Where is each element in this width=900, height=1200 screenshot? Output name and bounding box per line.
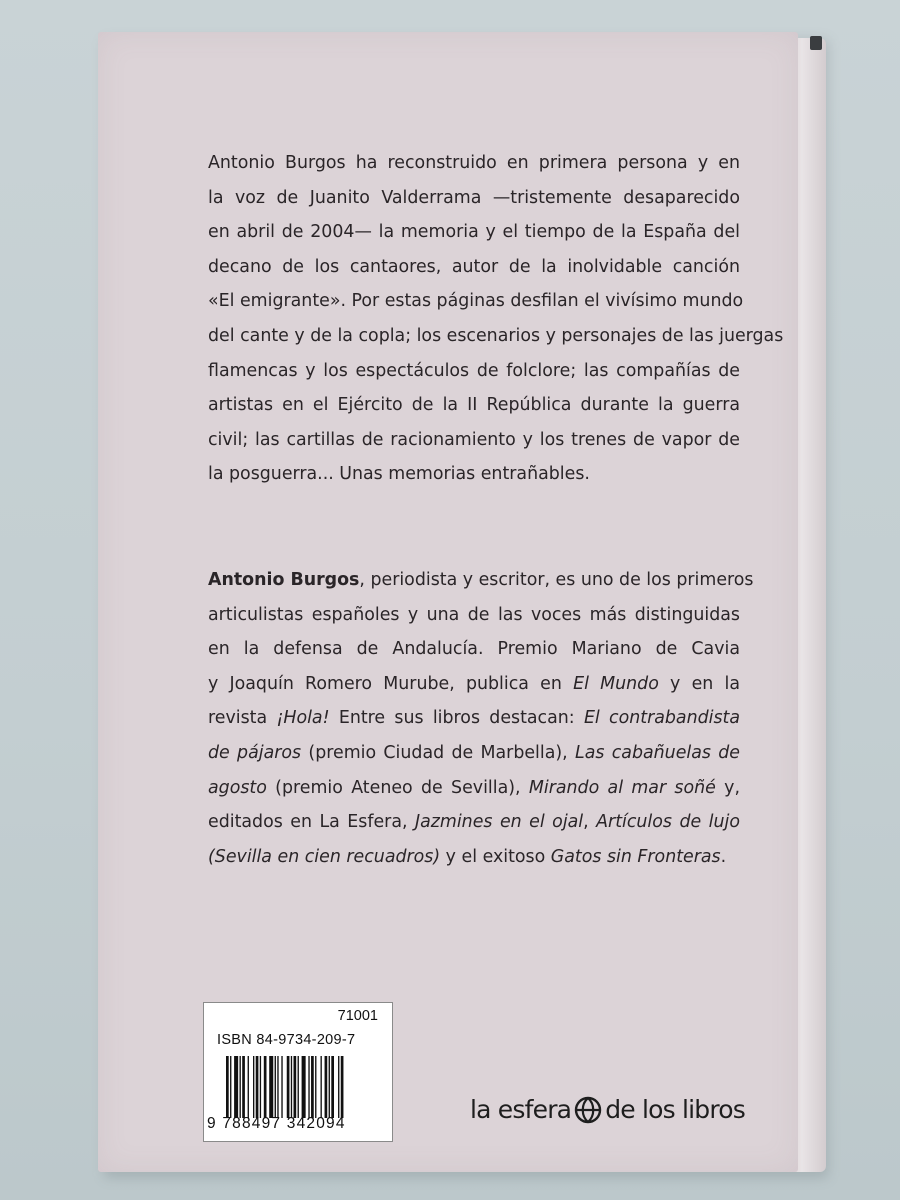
synopsis-line: del cante y de la copla; los escenarios y personajes de las juergas — [208, 325, 784, 346]
bio-line — [208, 805, 740, 840]
bio-text: revista — [208, 708, 277, 729]
author-bio-paragraph — [208, 563, 754, 874]
bio-line — [208, 701, 740, 736]
synopsis-line: la posguerra... Unas memorias entrañables. — [208, 464, 590, 485]
work-title: de pájaros — [208, 742, 302, 763]
synopsis-line: flamencas y los espectáculos de folclore; las compañías de — [208, 360, 740, 381]
barcode-bars — [226, 1056, 386, 1118]
synopsis-line: en abril de 2004— la memoria y el tiempo de la España del — [208, 222, 740, 243]
binding-corner — [810, 36, 822, 50]
bio-text: , periodista y escritor, es uno de los primeros — [359, 570, 754, 590]
bio-text: y en la — [658, 673, 740, 694]
bio-text: editados en La Esfera, — [208, 812, 415, 833]
work-title: ¡Hola! — [276, 708, 330, 729]
synopsis-line: artistas en el Ejército de la II República durante la guerra — [208, 395, 740, 416]
work-title: Gatos sin Fronteras — [550, 846, 721, 867]
bio-text: y, — [715, 777, 740, 798]
publisher-logo — [470, 1095, 745, 1124]
bio-line — [208, 840, 740, 875]
work-title: Jazmines en el ojal — [415, 812, 584, 833]
price-code: 71001 — [337, 1008, 378, 1024]
barcode-digits: 9 788497 342094 — [207, 1115, 346, 1132]
bio-line — [208, 736, 740, 771]
bio-text: Entre sus libros destacan: — [329, 708, 584, 729]
bio-text: , — [583, 812, 597, 833]
bio-text: (premio Ciudad de Marbella), — [301, 742, 576, 763]
synopsis-line: civil; las cartillas de racionamiento y los trenes de vapor de — [208, 429, 740, 450]
work-title: (Sevilla en cien recuadros) — [208, 846, 441, 867]
synopsis-line: «El emigrante». Por estas páginas desfilan el vivísimo mundo — [208, 291, 744, 312]
work-title: El Mundo — [573, 673, 659, 694]
bio-line — [208, 771, 740, 806]
work-title: Las cabañuelas de — [575, 742, 740, 763]
bio-text: . — [720, 846, 727, 867]
work-title: Artículos de lujo — [596, 812, 741, 833]
bio-line — [208, 667, 740, 702]
bio-text: y Joaquín Romero Murube, publica en — [208, 673, 574, 694]
bio-text: (premio Ateneo de Sevilla), — [266, 777, 529, 798]
synopsis-line: la voz de Juanito Valderrama —tristemente desaparecido — [208, 187, 740, 208]
isbn-text: ISBN 84-9734-209-7 — [217, 1032, 356, 1048]
globe-logo-icon — [574, 1096, 602, 1124]
bio-line: articulistas españoles y una de las voces más distinguidas — [208, 604, 740, 625]
publisher-name-left: la esfera — [470, 1095, 572, 1124]
synopsis-line: Antonio Burgos ha reconstruido en primera persona y en — [208, 153, 740, 173]
author-name: Antonio Burgos — [208, 570, 360, 590]
publisher-name-right: de los libros — [605, 1095, 746, 1124]
work-title: El contrabandista — [583, 708, 741, 729]
bio-line — [208, 563, 754, 598]
barcode-label — [203, 1002, 393, 1142]
work-title: agosto — [208, 777, 267, 798]
bio-line: en la defensa de Andalucía. Premio Mariano de Cavia — [208, 639, 740, 660]
bio-text: y el exitoso — [440, 846, 551, 867]
work-title: Mirando al mar soñé — [528, 777, 716, 798]
synopsis-paragraph — [208, 146, 784, 492]
synopsis-line: decano de los cantaores, autor de la inolvidable canción — [208, 256, 740, 277]
